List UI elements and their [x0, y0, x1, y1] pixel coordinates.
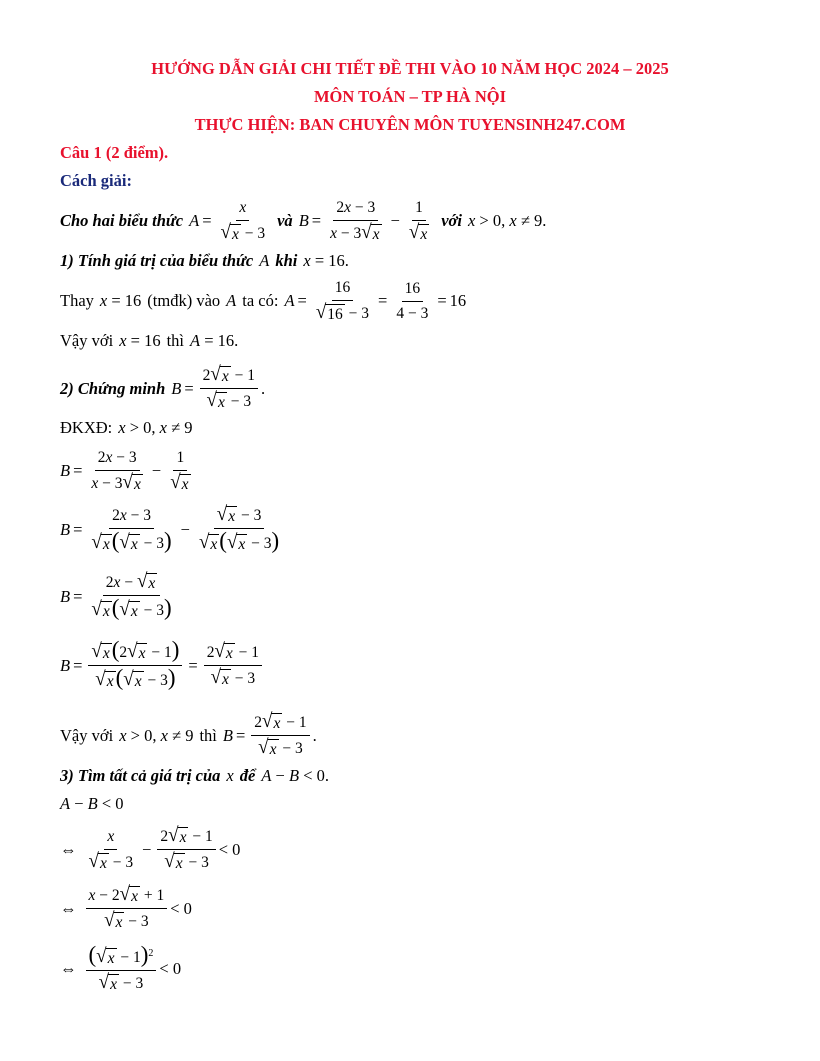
fraction-A: x √ x − 3 [220, 199, 266, 244]
question-label: Câu 1 (2 điểm). [60, 143, 169, 162]
step-ineq-2: ⇔ x √ x − 3 − 2 √ x − 1 √ x − 3 < 0 [60, 824, 241, 873]
fraction-B1: 2x − 3 x − 3 √ x [330, 199, 380, 244]
document-subject: MÔN TOÁN – TP HÀ NỘI [313, 87, 507, 106]
step-B-1: B = 2x − 3 x − 3 √ x − 1 √ x [60, 449, 189, 494]
domain-condition: ĐKXĐ: x > 0, x ≠ 9 [60, 418, 193, 437]
part1-conclusion: Vậy với x = 16 thì A = 16. [60, 331, 239, 350]
fraction-B2: 1 √ x [408, 199, 428, 244]
part1-substitute: Thay x = 16 (tmđk) vào A ta có: A = 16 √ 16 − 3 = $\frac{16}{4 - 3}$ = 16 [60, 279, 467, 324]
part3-heading: 3) Tìm tất cả giá trị của x để A − B < 0. [60, 766, 330, 785]
step-ineq-4: ⇔ ( √ x − 1)$^2$ √ x − 3 < 0 [60, 942, 182, 994]
step-B-3: B = 2x − √ x √ x ( √ x − 3) [60, 570, 172, 621]
solution-label: Cách giải: [60, 171, 132, 190]
part2-heading: 2) Chứng minh B = 2 √ x − 1 √ x − 3 . [60, 363, 266, 412]
document-author: THỰC HIỆN: BAN CHUYÊN MÔN TUYENSINH247.COM [194, 115, 626, 134]
document-title: HƯỚNG DẪN GIẢI CHI TIẾT ĐỀ THI VÀO 10 NĂM HỌC 2024 – 2025 [151, 59, 669, 78]
given-prefix: Cho hai biểu thức [60, 211, 184, 230]
step-B-2: B = 2x − 3 √ x ( √ x − 3) − √ x − 3 √ x ( √ x − 3) [60, 503, 280, 554]
with-word: với [441, 211, 462, 230]
step-ineq-1: A − B < 0 [60, 794, 124, 813]
given-expressions: Cho hai biểu thức A = x √ x − 3 và B = 2x − 3 x − 3 √ x − 1 √ x với x > 0, x ≠ 9. [60, 199, 547, 244]
part1-heading: 1) Tính giá trị của biểu thức A khi x = 16. [60, 251, 349, 270]
step-ineq-3: ⇔ x − 2 √ x + 1 √ x − 3 < 0 [60, 883, 192, 932]
part2-conclusion: Vậy với x > 0, x ≠ 9 thì B = 2 √ x − 1 √ x − 3 . [60, 710, 317, 759]
and-word: và [277, 211, 293, 230]
step-B-4: B = √ x (2 √ x − 1) √ x ( √ x − 3) = 2 √ x − 1 √ x − 3 [60, 640, 265, 691]
